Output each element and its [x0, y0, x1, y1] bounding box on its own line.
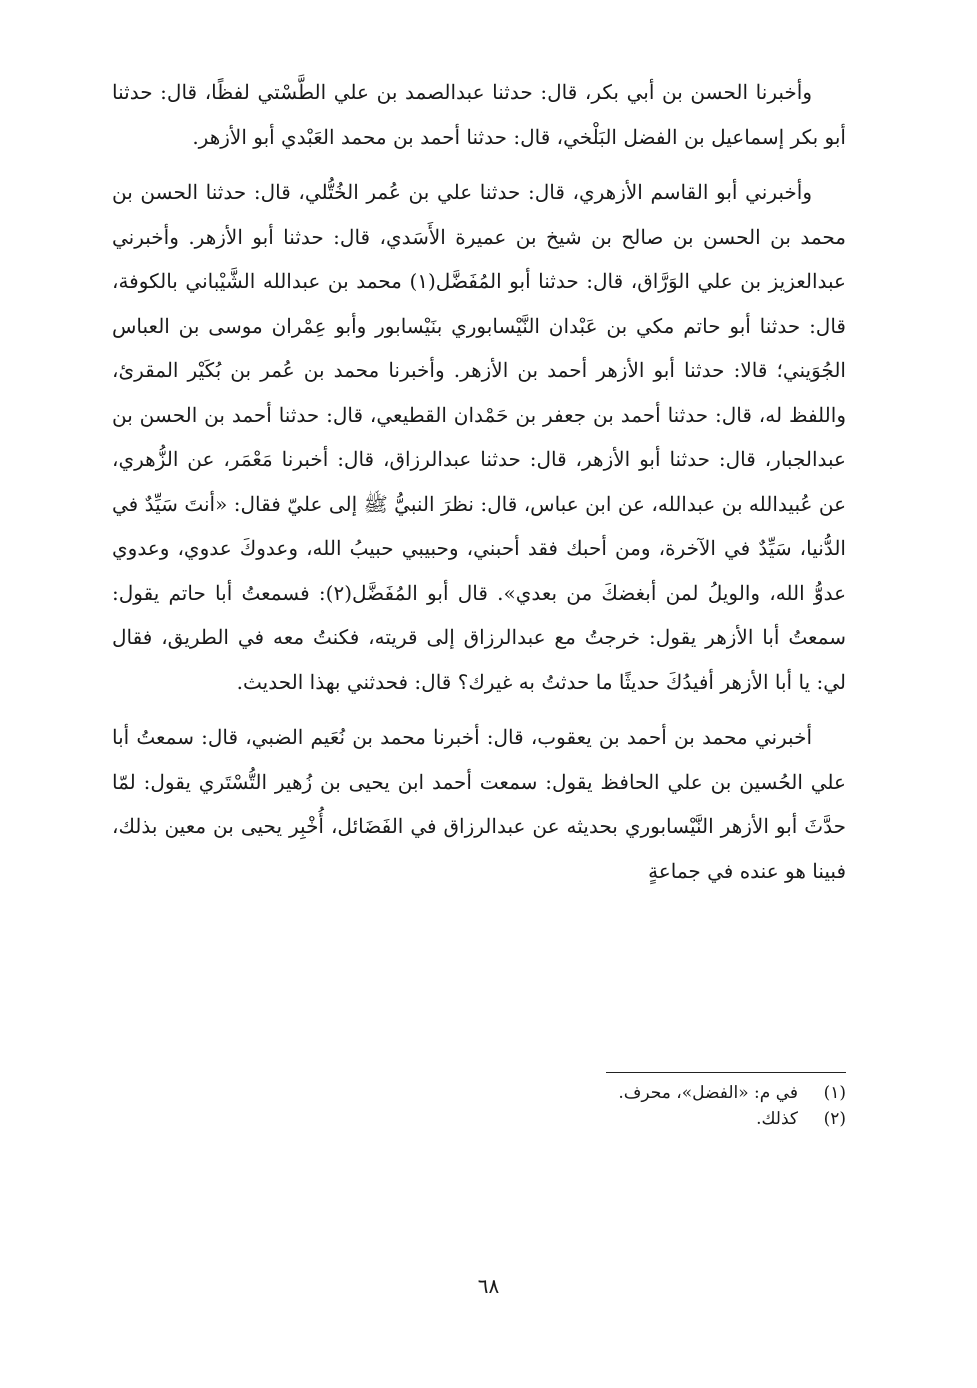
main-text [112, 70, 846, 893]
paragraph-1: وأخبرنا الحسن بن أبي بكر، قال: حدثنا عبدالصمد بن علي الطَّسْتي لفظًا، قال: حدثنا أبو بكر إسماعيل بن الفضل البَلْخي، قال: حدثنا أحمد بن محمد العَبْدي أبو الأزهر. [112, 80, 846, 149]
footnote-separator [606, 1072, 846, 1073]
footnote-number: (١) [823, 1083, 846, 1103]
paragraph-3: أخبرني محمد بن أحمد بن يعقوب، قال: أخبرنا محمد بن نُعَيم الضبي، قال: سمعتُ أبا علي الحُسين بن علي الحافظ يقول: سمعت أحمد ابن يحيى بن زُهير التُّسْتَري يقول: لمّا حدَّثَ أبو الأزهر النَّيْسابوري بحديثه عن عبدالرزاق في الفَضَائل، أُخْبِر يحيى بن معين بذلك، فبينا هو عنده في جماعةٍ [112, 725, 846, 883]
footnote-1 [112, 1080, 846, 1106]
footnote-text: في م: «الفضل»، محرف. [618, 1083, 798, 1103]
page-number: ٦٨ [477, 1274, 500, 1298]
footnote-number: (٢) [823, 1109, 846, 1129]
paragraph-2: وأخبرني أبو القاسم الأزهري، قال: حدثنا علي بن عُمر الخُتُّلي، قال: حدثنا الحسن بن محمد بن الحسن بن صالح بن شيخ بن عميرة الأَسَدي، قال: حدثنا أبو الأزهر. وأخبرني عبدالعزيز بن علي الوَرَّاق، قال: حدثنا أبو المُفَضَّل(١) محمد بن عبدالله الشَّيْباني بالكوفة، قال: حدثنا أبو حاتم مكي بن عَبْدان النَّيْسابوري بنَيْسابور وأبو عِمْران موسى بن العباس الجُوَيني؛ قالا: حدثنا أبو الأزهر أحمد بن الأزهر. وأخبرنا محمد بن عُمر بن بُكَيْر المقرئ، واللفظ له، قال: حدثنا أحمد بن جعفر بن حَمْدان القطيعي، قال: حدثنا أحمد بن الحسن بن عبدالجبار، قال: حدثنا أبو الأزهر، قال: حدثنا عبدالرزاق، قال: أخبرنا مَعْمَر، عن الزُّهري، عن عُبيدالله بن عبدالله، عن ابن عباس، قال: نظرَ النبيُّ ﷺ إلى عليّ فقال: «أنتَ سَيِّدٌ في الدُّنيا، سَيِّدٌ في الآخرة، ومن أحبك فقد أحبني، وحبيبي حبيبُ الله، وعدوكَ عدوي، وعدوي عدوُّ الله، والويلُ لمن أبغضكَ من بعدي». قال أبو المُفَضَّل(٢): فسمعتُ أبا حاتم يقول: سمعتُ أبا الأزهر يقول: خرجتُ مع عبدالرزاق إلى قريته، فكنتُ معه في الطريق، فقال لي: يا أبا الأزهر أفيدُكَ حديثًا ما حدثتُ به غيرك؟ قال: فحدثني بهذا الحديث. [112, 180, 847, 694]
footnote-2 [112, 1106, 846, 1132]
footnote-text: كذلك. [756, 1109, 798, 1129]
footnotes [112, 1080, 846, 1132]
